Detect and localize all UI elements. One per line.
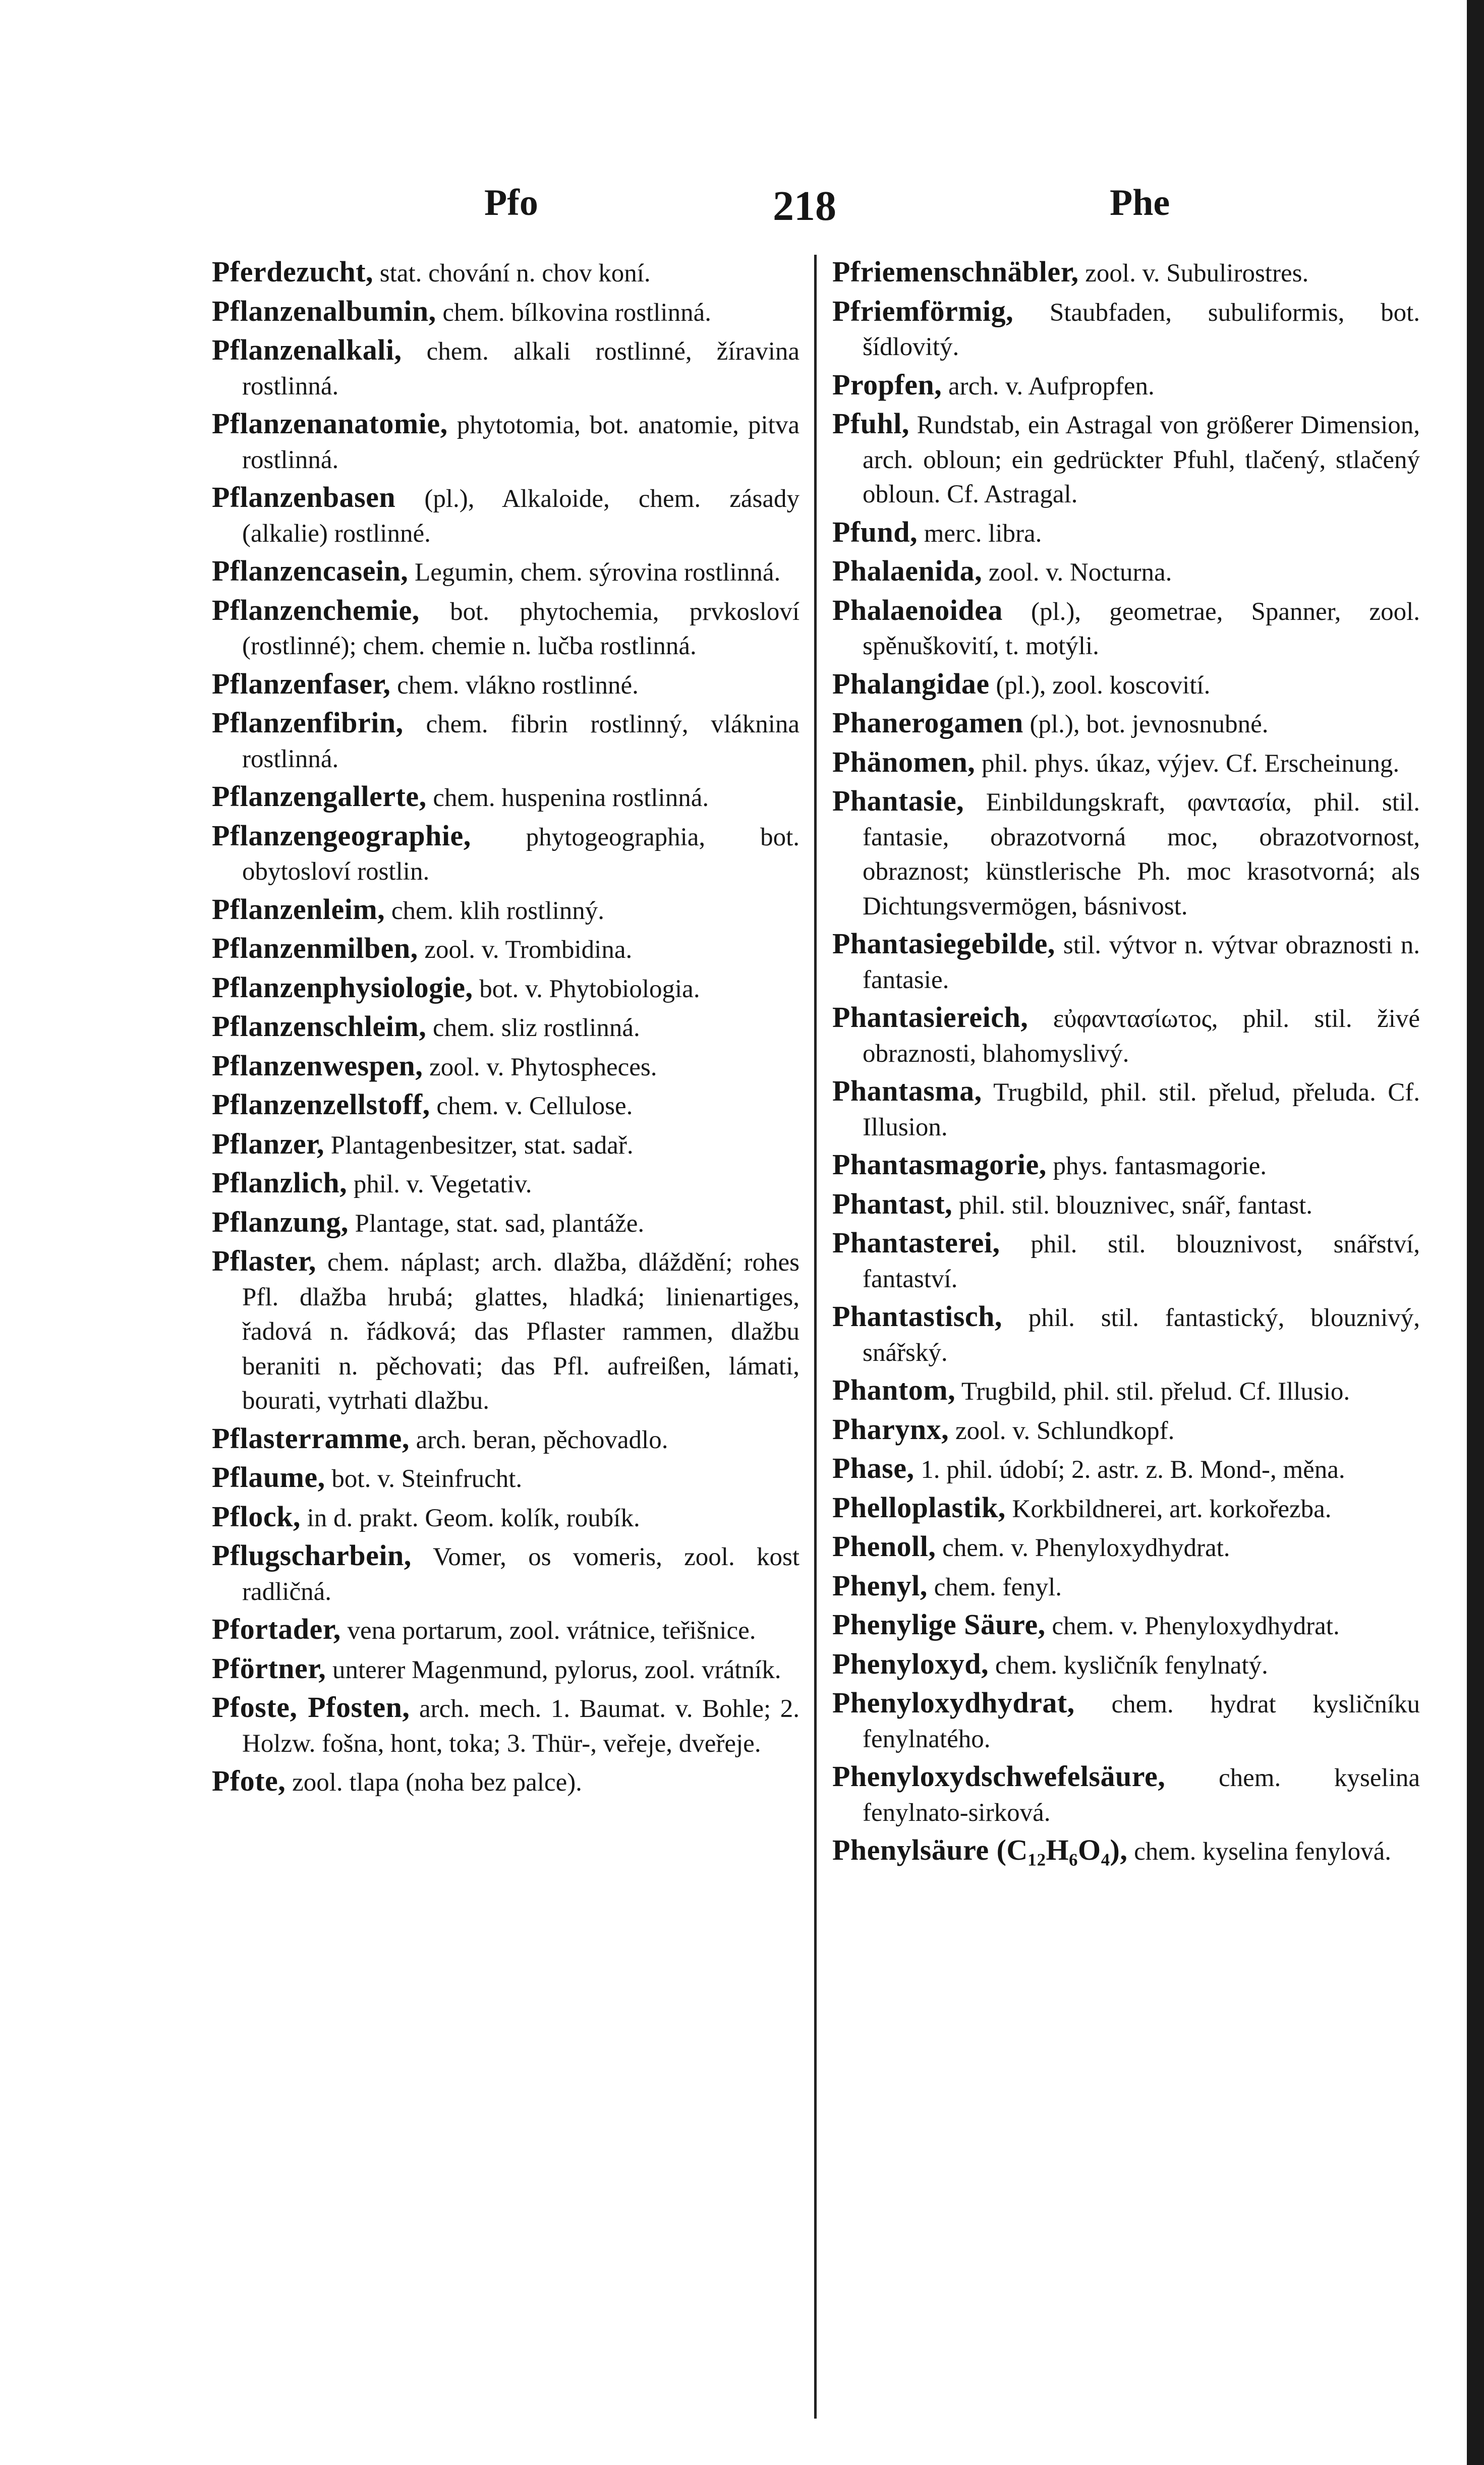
- entry-definition: phys. fantasmagorie.: [1053, 1152, 1267, 1180]
- entry-definition: merc. libra.: [924, 519, 1042, 548]
- entry-definition: chem. hydrat kysličníku fenylnatého.: [863, 1690, 1420, 1753]
- dictionary-entry: [832, 1833, 1420, 1869]
- page-number: 218: [773, 183, 836, 230]
- dictionary-entry: [212, 1166, 800, 1202]
- entry-headword: Pflanzencasein,: [212, 554, 409, 587]
- left-column: [212, 255, 800, 1803]
- dictionary-entry: [212, 1764, 800, 1800]
- entry-headword: Phalaenida,: [832, 554, 983, 587]
- entry-definition: bot. v. Steinfrucht.: [331, 1465, 523, 1493]
- entry-headword: Pharynx,: [832, 1412, 949, 1446]
- entry-headword: Pflanzenleim,: [212, 892, 385, 926]
- entry-definition: chem. bílkovina rostlinná.: [442, 298, 711, 327]
- dictionary-entry: [832, 368, 1420, 404]
- dictionary-entry: [212, 1205, 800, 1241]
- dictionary-entry: [832, 1187, 1420, 1223]
- dictionary-entry: [212, 1244, 800, 1418]
- entry-definition: zool. v. Trombidina.: [424, 936, 633, 964]
- dictionary-entry: [832, 1529, 1420, 1566]
- entry-headword: Pflanzenbasen: [212, 481, 396, 513]
- entry-headword: Phenylsäure (C₁₂H₆O₄),: [832, 1833, 1128, 1866]
- entry-headword: Pflanzenfibrin,: [212, 706, 404, 739]
- entry-definition: Trugbild, phil. stil. přelud, přeluda. Cf. Illusion.: [863, 1078, 1420, 1141]
- dictionary-entry: [212, 333, 800, 404]
- entry-headword: Phelloplastik,: [832, 1491, 1006, 1524]
- entry-headword: Phantasterei,: [832, 1226, 1000, 1259]
- dictionary-entry: [212, 407, 800, 477]
- dictionary-entry: [832, 706, 1420, 742]
- entry-headword: Pfoste, Pfosten,: [212, 1691, 410, 1724]
- dictionary-entry: [212, 1127, 800, 1163]
- scan-border: [1467, 0, 1484, 2465]
- dictionary-entry: [212, 1049, 800, 1085]
- entry-headword: Phalangidae: [832, 667, 990, 700]
- entry-headword: Pflaume,: [212, 1461, 325, 1494]
- dictionary-entry: [212, 706, 800, 776]
- entry-headword: Pflanzenwespen,: [212, 1049, 423, 1082]
- entry-definition: Einbildungskraft, φαντασία, phil. stil. fantasie, obrazotvorná moc, obrazotvornost, obraznost; künstlerische Ph. moc krasotvorná; als Dichtungsvermögen, básnivost.: [863, 788, 1420, 921]
- dictionary-entry: [832, 1686, 1420, 1756]
- entry-headword: Phenyl,: [832, 1569, 928, 1602]
- entry-definition: chem. fibrin rostlinný, vláknina rostlinná.: [242, 710, 800, 773]
- dictionary-entry: [212, 554, 800, 590]
- entry-headword: Pflanzung,: [212, 1205, 349, 1238]
- entry-definition: arch. v. Aufpropfen.: [948, 372, 1155, 400]
- entry-headword: Phantasiereich,: [832, 1001, 1029, 1034]
- dictionary-entry: [212, 892, 800, 929]
- entry-headword: Pflanzenmilben,: [212, 932, 418, 964]
- entry-definition: Korkbildnerei, art. korkořezba.: [1012, 1495, 1332, 1523]
- dictionary-entry: [212, 1538, 800, 1609]
- entry-definition: chem. kyselina fenylová.: [1134, 1838, 1391, 1866]
- entry-definition: phil. phys. úkaz, výjev. Cf. Erscheinung.: [982, 749, 1400, 778]
- entry-headword: Phenyloxyd,: [832, 1647, 989, 1680]
- dictionary-entry: [212, 931, 800, 967]
- dictionary-entry: [212, 1460, 800, 1497]
- entry-headword: Phantasie,: [832, 784, 964, 817]
- entry-definition: zool. tlapa (noha bez palce).: [292, 1768, 582, 1797]
- dictionary-entry: [832, 1647, 1420, 1683]
- entry-definition: bot. phytochemia, prvkosloví (rostlinné); chem. chemie n. lučba rostlinná.: [242, 597, 800, 660]
- entry-definition: arch. beran, pěchovadlo.: [416, 1425, 668, 1454]
- entry-headword: Pflanzenfaser,: [212, 667, 391, 700]
- entry-definition: chem. kysličník fenylnatý.: [995, 1651, 1268, 1680]
- entry-definition: Trugbild, phil. stil. přelud. Cf. Illusio.: [961, 1378, 1350, 1406]
- entry-definition: zool. v. Phytospheces.: [429, 1053, 657, 1081]
- dictionary-entry: [832, 1608, 1420, 1644]
- entry-headword: Pfriemförmig,: [832, 294, 1014, 327]
- entry-definition: chem. sliz rostlinná.: [432, 1014, 640, 1042]
- dictionary-entry: [832, 1412, 1420, 1449]
- dictionary-entry: [832, 1491, 1420, 1527]
- entry-definition: zool. v. Subulirostres.: [1085, 259, 1309, 288]
- dictionary-entry: [832, 1569, 1420, 1605]
- entry-definition: arch. mech. 1. Baumat. v. Bohle; 2. Holzw. fošna, hont, toka; 3. Thür-, veřeje, dveřeje.: [242, 1695, 800, 1758]
- entry-definition: chem. alkali rostlinné, žíravina rostlinná.: [242, 337, 800, 400]
- entry-headword: Pflanzenanatomie,: [212, 407, 448, 440]
- dictionary-entry: [212, 1421, 800, 1458]
- entry-definition: (pl.), geometrae, Spanner, zool. spěnuškovití, t. motýli.: [863, 597, 1420, 660]
- entry-definition: chem. vlákno rostlinné.: [397, 671, 639, 700]
- entry-definition: Plantage, stat. sad, plantáže.: [355, 1209, 645, 1238]
- entry-headword: Phantastisch,: [832, 1300, 1002, 1333]
- dictionary-entry: [832, 554, 1420, 590]
- dictionary-entry: [832, 255, 1420, 291]
- entry-definition: chem. v. Cellulose.: [436, 1092, 633, 1120]
- entry-headword: Phantasmagorie,: [832, 1148, 1047, 1181]
- entry-headword: Pflanzenphysiologie,: [212, 970, 473, 1004]
- dictionary-entry: [212, 1612, 800, 1648]
- entry-definition: chem. fenyl.: [934, 1573, 1062, 1601]
- entry-definition: chem. klih rostlinný.: [391, 896, 605, 925]
- entry-headword: Pferdezucht,: [212, 255, 374, 288]
- entry-definition: Staubfaden, subuliformis, bot. šídlovitý.: [863, 298, 1420, 361]
- entry-definition: chem. náplast; arch. dlažba, dláždění; rohes Pfl. dlažba hrubá; glattes, hladká; linienartiges, řadová n. řádková; das Pflaster rammen, dlažbu beraniti n. pěchovati; das Pfl. aufreißen, lámati, bourati, vytrhati dlažbu.: [242, 1248, 800, 1415]
- entry-definition: zool. v. Schlundkopf.: [955, 1416, 1175, 1445]
- entry-headword: Phalaenoidea: [832, 593, 1003, 626]
- entry-definition: bot. v. Phytobiologia.: [479, 974, 700, 1003]
- dictionary-entry: [212, 779, 800, 816]
- entry-definition: Rundstab, ein Astragal von größerer Dimension, arch. obloun; ein gedrückter Pfuhl, tlačený, stlačený obloun. Cf. Astragal.: [863, 411, 1420, 508]
- entry-headword: Pfortader,: [212, 1613, 341, 1645]
- dictionary-entry: [832, 1299, 1420, 1370]
- dictionary-entry: [832, 1074, 1420, 1144]
- entry-headword: Pflasterramme,: [212, 1421, 410, 1455]
- entry-definition: chem. v. Phenyloxydhydrat.: [942, 1534, 1230, 1562]
- dictionary-entry: [212, 255, 800, 291]
- entry-headword: Pflanzenchemie,: [212, 593, 420, 626]
- entry-headword: Pfriemenschnäbler,: [832, 255, 1079, 288]
- entry-headword: Phänomen,: [832, 745, 976, 778]
- entry-definition: zool. v. Nocturna.: [988, 558, 1172, 587]
- entry-headword: Phanerogamen: [832, 706, 1023, 739]
- entry-definition: stil. výtvor n. výtvar obraznosti n. fantasie.: [863, 931, 1420, 994]
- entry-headword: Pflanzenalbumin,: [212, 294, 436, 327]
- header-right-guideword: Phe: [1110, 182, 1170, 223]
- entry-definition: in d. prakt. Geom. kolík, roubík.: [307, 1504, 640, 1532]
- dictionary-entry: [212, 1500, 800, 1536]
- entry-definition: Legumin, chem. sýrovina rostlinná.: [415, 558, 781, 587]
- entry-headword: Pflanzenschleim,: [212, 1010, 427, 1043]
- entry-definition: (pl.), Alkaloide, chem. zásady (alkalie) rostlinné.: [242, 485, 800, 548]
- entry-headword: Pflugscharbein,: [212, 1539, 412, 1572]
- entry-definition: Vomer, os vomeris, zool. kost radličná.: [242, 1543, 800, 1606]
- entry-headword: Phenyloxydhydrat,: [832, 1686, 1075, 1719]
- entry-headword: Phantasma,: [832, 1074, 982, 1107]
- entry-headword: Phase,: [832, 1452, 915, 1484]
- entry-headword: Pfote,: [212, 1764, 286, 1797]
- entry-headword: Phenyloxydschwefelsäure,: [832, 1760, 1166, 1793]
- entry-definition: Plantagenbesitzer, stat. sadař.: [330, 1131, 634, 1160]
- dictionary-entry: [832, 1148, 1420, 1184]
- entry-headword: Pflanzenalkali,: [212, 333, 402, 366]
- entry-definition: chem. v. Phenyloxydhydrat.: [1052, 1612, 1340, 1640]
- entry-headword: Pförtner,: [212, 1651, 326, 1685]
- entry-definition: phil. stil. blouznivost, snářství, fantaství.: [863, 1230, 1420, 1293]
- entry-definition: unterer Magenmund, pylorus, zool. vrátník.: [332, 1655, 781, 1684]
- entry-headword: Pfund,: [832, 515, 918, 548]
- dictionary-entry: [832, 1226, 1420, 1296]
- entry-headword: Pflanzengeographie,: [212, 819, 471, 852]
- dictionary-entry: [212, 1651, 800, 1688]
- column-divider: [814, 255, 817, 2419]
- dictionary-entry: [212, 593, 800, 664]
- dictionary-entry: [212, 970, 800, 1007]
- dictionary-entry: [832, 294, 1420, 365]
- dictionary-entry: [832, 784, 1420, 924]
- entry-definition: phytotomia, bot. anatomie, pitva rostlinná.: [242, 411, 800, 474]
- entry-headword: Pflock,: [212, 1500, 301, 1533]
- dictionary-entry: [832, 1759, 1420, 1830]
- dictionary-entry: [212, 1087, 800, 1124]
- entry-headword: Pflanzenzellstoff,: [212, 1088, 430, 1121]
- dictionary-entry: [212, 1690, 800, 1761]
- entry-definition: phil. stil. blouznivec, snář, fantast.: [958, 1191, 1313, 1220]
- entry-definition: stat. chování n. chov koní.: [379, 259, 651, 288]
- dictionary-entry: [832, 407, 1420, 512]
- entry-headword: Pflanzlich,: [212, 1166, 348, 1199]
- entry-definition: vena portarum, zool. vrátnice, teřišnice.: [347, 1617, 756, 1645]
- entry-definition: (pl.), bot. jevnosnubné.: [1030, 710, 1269, 738]
- dictionary-entry: [212, 819, 800, 889]
- dictionary-entry: [212, 667, 800, 703]
- entry-definition: chem. huspenina rostlinná.: [433, 784, 709, 812]
- entry-headword: Phenoll,: [832, 1530, 936, 1563]
- entry-definition: phytogeographia, bot. obytosloví rostlin.: [242, 823, 800, 886]
- entry-headword: Pfuhl,: [832, 407, 909, 440]
- entry-headword: Phenylige Säure,: [832, 1608, 1046, 1641]
- dictionary-entry: [832, 593, 1420, 664]
- dictionary-entry: [832, 1451, 1420, 1487]
- dictionary-entry: [832, 1000, 1420, 1071]
- entry-headword: Pflaster,: [212, 1244, 316, 1277]
- entry-definition: chem. kyselina fenylnato-sirková.: [863, 1764, 1420, 1827]
- dictionary-entry: [832, 1373, 1420, 1409]
- dictionary-entry: [212, 294, 800, 330]
- entry-headword: Phantom,: [832, 1373, 956, 1406]
- dictionary-entry: [832, 515, 1420, 551]
- page-header: [212, 182, 1397, 237]
- entry-headword: Pflanzer,: [212, 1127, 325, 1160]
- entry-definition: 1. phil. údobí; 2. astr. z. B. Mond-, měna.: [921, 1456, 1345, 1484]
- header-left-guideword: Pfo: [484, 182, 538, 223]
- dictionary-entry: [832, 745, 1420, 781]
- entry-definition: phil. v. Vegetativ.: [353, 1170, 532, 1198]
- right-column: [832, 255, 1420, 1872]
- dictionary-entry: [212, 480, 800, 551]
- entry-definition: εὐφαντασίωτος, phil. stil. živé obraznosti, blahomyslivý.: [863, 1005, 1420, 1068]
- dictionary-entry: [832, 667, 1420, 703]
- dictionary-entry: [832, 927, 1420, 997]
- entry-headword: Propfen,: [832, 368, 942, 401]
- entry-headword: Phantasiegebilde,: [832, 927, 1055, 960]
- entry-definition: phil. stil. fantastický, blouznivý, snářský.: [863, 1304, 1420, 1367]
- entry-definition: (pl.), zool. koscovití.: [996, 671, 1211, 700]
- entry-headword: Pflanzengallerte,: [212, 780, 427, 813]
- entry-headword: Phantast,: [832, 1187, 953, 1220]
- dictionary-entry: [212, 1009, 800, 1046]
